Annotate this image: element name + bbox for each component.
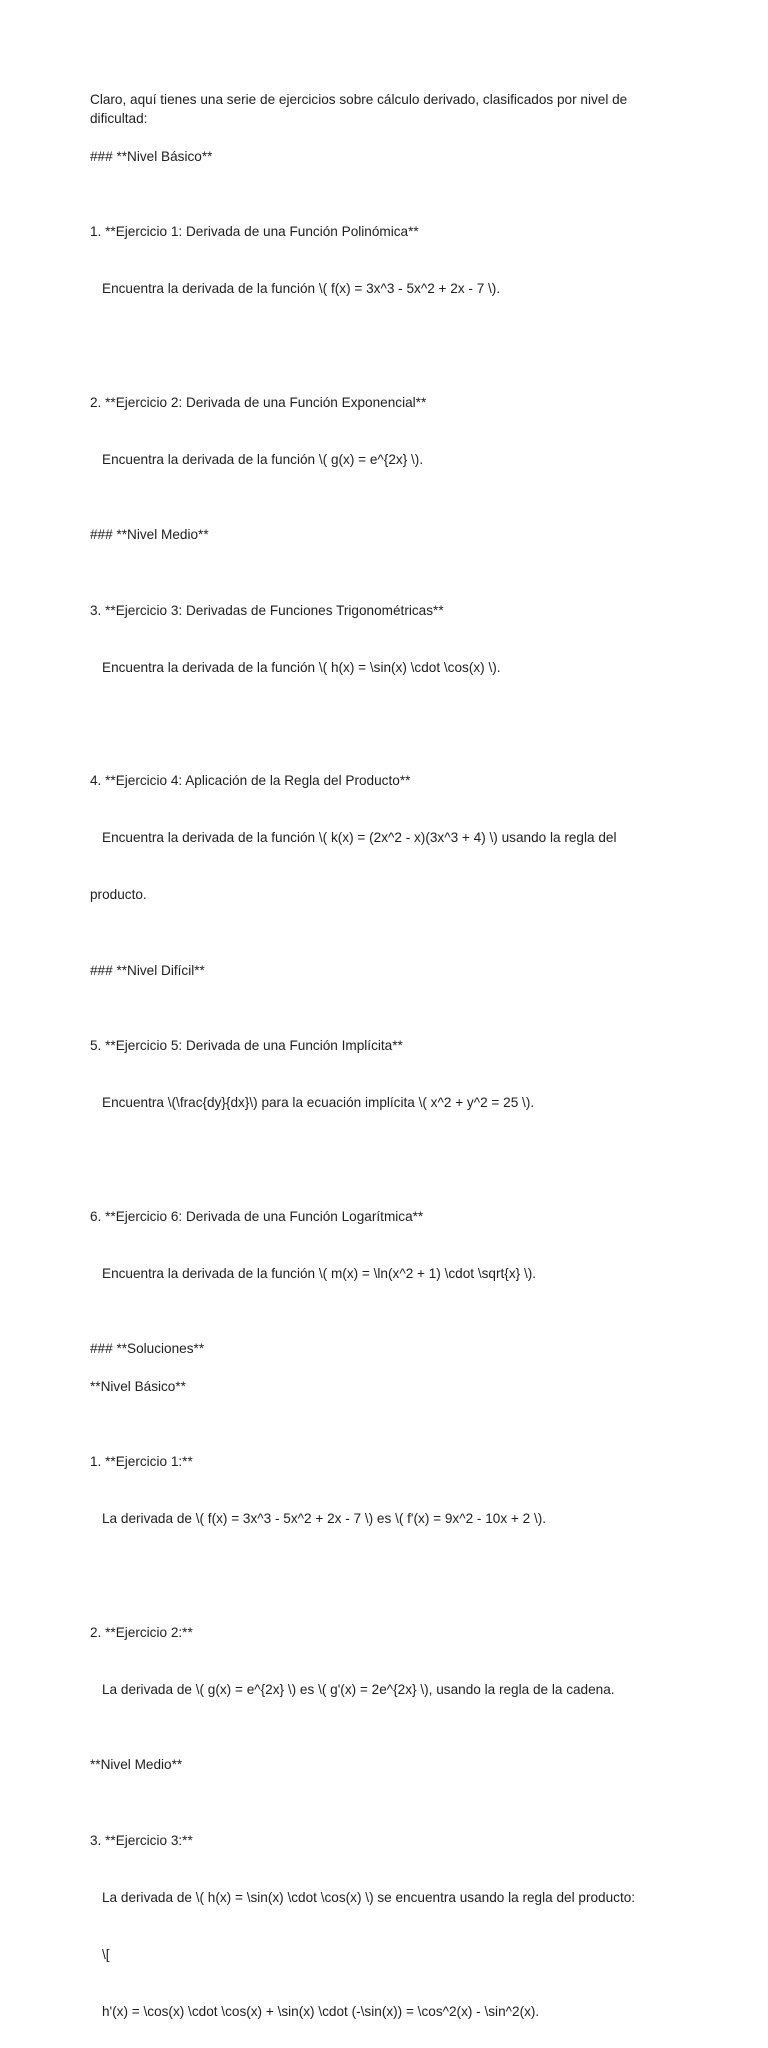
exercise-2-body: Encuentra la derivada de la función \( g(x) = e^{2x} \).: [90, 450, 670, 469]
solution-1-body: La derivada de \( f(x) = 3x^3 - 5x^2 + 2x - 7 \) es \( f'(x) = 9x^2 - 10x + 2 \).: [90, 1509, 670, 1528]
heading-nivel-basico: ### **Nivel Básico**: [90, 147, 670, 166]
heading-nivel-medio: ### **Nivel Medio**: [90, 525, 670, 544]
solution-3-title: 3. **Ejercicio 3:**: [90, 1831, 670, 1850]
exercise-5: [90, 998, 670, 1150]
document-body: [90, 90, 670, 2048]
solution-1-title: 1. **Ejercicio 1:**: [90, 1452, 670, 1471]
solution-3-body-line3: h'(x) = \cos(x) \cdot \cos(x) + \sin(x) \cdot (-\sin(x)) = \cos^2(x) - \sin^2(x).: [90, 2002, 670, 2021]
solutions-medio-heading: **Nivel Medio**: [90, 1755, 670, 1774]
exercise-5-title: 5. **Ejercicio 5: Derivada de una Función Implícita**: [90, 1036, 670, 1055]
exercise-5-body: Encuentra \(\frac{dy}{dx}\) para la ecuación implícita \( x^2 + y^2 = 25 \).: [90, 1093, 670, 1112]
exercise-3-body: Encuentra la derivada de la función \( h(x) = \sin(x) \cdot \cos(x) \).: [90, 658, 670, 677]
exercise-3-title: 3. **Ejercicio 3: Derivadas de Funciones Trigonométricas**: [90, 601, 670, 620]
solution-3-body-line2: \[: [90, 1945, 670, 1964]
solution-3-body-line1: La derivada de \( h(x) = \sin(x) \cdot \cos(x) \) se encuentra usando la regla del producto:: [90, 1888, 670, 1907]
solutions-basico-heading: **Nivel Básico**: [90, 1377, 670, 1396]
intro-paragraph: Claro, aquí tienes una serie de ejercicios sobre cálculo derivado, clasificados por nivel de dificultad:: [90, 90, 670, 128]
exercise-6: [90, 1169, 670, 1321]
exercise-1: [90, 184, 670, 336]
exercise-4-title: 4. **Ejercicio 4: Aplicación de la Regla del Producto**: [90, 771, 670, 790]
exercise-6-body: Encuentra la derivada de la función \( m(x) = \ln(x^2 + 1) \cdot \sqrt{x} \).: [90, 1264, 670, 1283]
solution-2-title: 2. **Ejercicio 2:**: [90, 1623, 670, 1642]
solution-3: [90, 1793, 670, 2048]
solution-2: [90, 1585, 670, 1737]
exercise-3: [90, 563, 670, 715]
exercise-6-title: 6. **Ejercicio 6: Derivada de una Función Logarítmica**: [90, 1207, 670, 1226]
exercise-2-title: 2. **Ejercicio 2: Derivada de una Función Exponencial**: [90, 393, 670, 412]
exercise-4: [90, 733, 670, 942]
exercise-4-body-line1: Encuentra la derivada de la función \( k(x) = (2x^2 - x)(3x^3 + 4) \) usando la regla del: [90, 828, 670, 847]
exercise-2: [90, 355, 670, 507]
solution-1: [90, 1414, 670, 1566]
exercise-1-body: Encuentra la derivada de la función \( f(x) = 3x^3 - 5x^2 + 2x - 7 \).: [90, 279, 670, 298]
solution-2-body: La derivada de \( g(x) = e^{2x} \) es \( g'(x) = 2e^{2x} \), usando la regla de la cadena.: [90, 1680, 670, 1699]
heading-nivel-dificil: ### **Nivel Difícil**: [90, 961, 670, 980]
exercise-1-title: 1. **Ejercicio 1: Derivada de una Función Polinómica**: [90, 222, 670, 241]
heading-soluciones: ### **Soluciones**: [90, 1339, 670, 1358]
exercise-4-body-line2: producto.: [90, 885, 670, 904]
